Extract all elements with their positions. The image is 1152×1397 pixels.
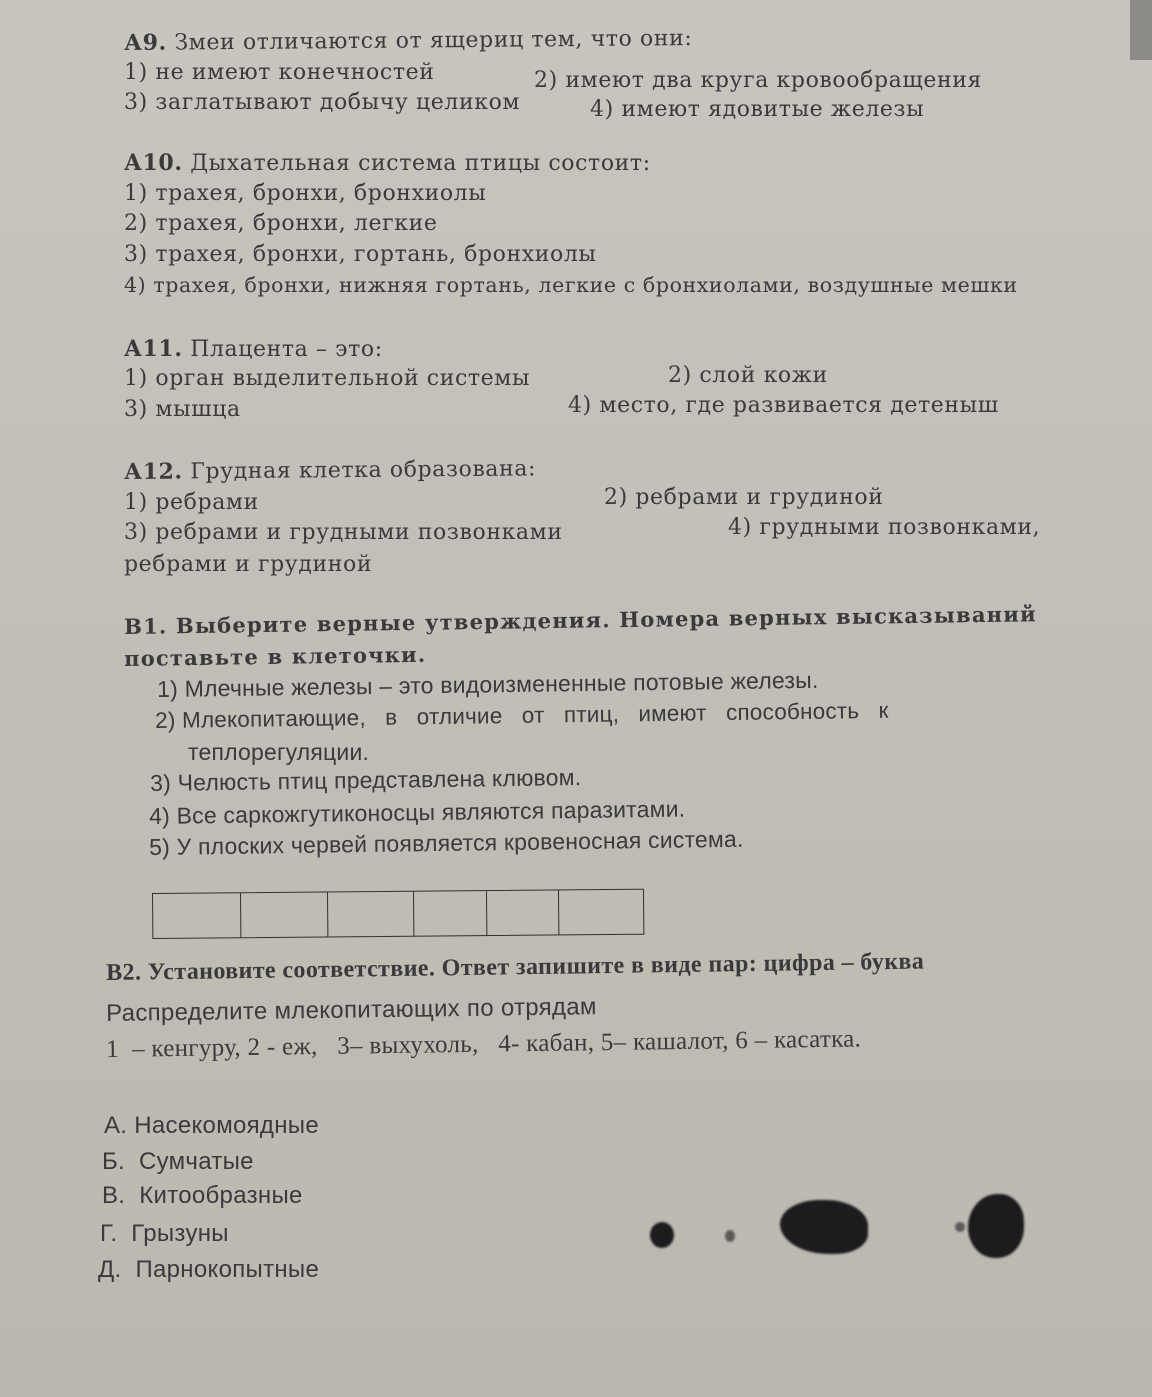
ink-blot (955, 1222, 965, 1232)
answer-cell-5[interactable] (487, 890, 560, 935)
b2-order-b: Б. Сумчатые (102, 1148, 254, 1175)
b1-statement-2 (155, 698, 889, 734)
b1-title-line-1: В1. Выберите верные утверждения. Номера верных высказываний (124, 601, 1037, 639)
b2-order-g: Г. Грызуны (100, 1220, 229, 1247)
a12-question-text: Грудная клетка образована: (190, 456, 537, 485)
answer-cell-4[interactable] (414, 891, 487, 936)
b2-order-d: Д. Парнокопытные (98, 1256, 320, 1283)
b1-statement-2-text: Млекопитающие, в отличие от птиц, имеют способность к (181, 697, 889, 733)
a9-option-1: 1) не имеют конечностей (124, 60, 435, 85)
b1-answer-boxes (152, 889, 644, 939)
b1-statement-5-number: 5) (149, 833, 171, 860)
b2-order-a: А. Насекомоядные (104, 1112, 319, 1139)
a12-option-2: 2) ребрами и грудиной (604, 485, 884, 510)
a10-number: А10. (124, 150, 183, 176)
b1-statement-1-number: 1) (157, 675, 179, 702)
answer-cell-6[interactable] (559, 890, 644, 935)
b1-statement-4-number: 4) (149, 802, 171, 829)
b1-statement-3 (150, 764, 581, 797)
a9-question (124, 25, 693, 56)
a11-question-text: Плацента – это: (190, 337, 383, 362)
answer-cell-3[interactable] (328, 892, 415, 937)
b1-statement-5-text: У плоских червей появляется кровеносная система. (176, 825, 744, 860)
b1-statement-5 (149, 826, 744, 861)
a9-option-4: 4) имеют ядовитые железы (590, 97, 925, 122)
a11-number: А11. (124, 336, 183, 362)
b1-statement-2-continued: теплорегуляции. (188, 739, 370, 765)
a10-question (124, 150, 651, 176)
a9-number: А9. (124, 29, 167, 56)
a9-question-text: Змеи отличаются от ящериц тем, что они: (174, 26, 693, 56)
b1-statement-3-number: 3) (150, 769, 172, 796)
a9-option-3: 3) заглатывают добычу целиком (124, 90, 521, 115)
b2-order-v: В. Китообразные (102, 1182, 303, 1209)
ink-blot (725, 1230, 735, 1242)
a12-option-4-continued: ребрами и грудиной (124, 552, 373, 577)
a9-option-2: 2) имеют два круга кровообращения (534, 68, 983, 93)
b1-statement-2-number: 2) (155, 707, 176, 733)
a11-option-2: 2) слой кожи (668, 363, 828, 388)
a11-option-3: 3) мышца (124, 397, 241, 422)
a10-question-text: Дыхательная система птицы состоит: (190, 151, 651, 176)
ink-blot (650, 1222, 674, 1248)
a12-option-4: 4) грудными позвонками, (728, 515, 1041, 540)
a10-option-1: 1) трахея, бронхи, бронхиолы (124, 181, 487, 206)
b1-statement-3-text: Челюсть птиц представлена клювом. (177, 763, 582, 796)
ink-blot (968, 1194, 1024, 1258)
a12-option-1: 1) ребрами (124, 490, 259, 515)
ink-blot (780, 1200, 868, 1254)
a11-question (124, 336, 383, 362)
answer-cell-1[interactable] (153, 893, 241, 938)
a10-option-2: 2) трахея, бронхи, легкие (124, 211, 438, 236)
a12-option-3: 3) ребрами и грудными позвонками (124, 520, 563, 545)
b2-subtitle: Распределите млекопитающих по отрядам (106, 993, 597, 1027)
answer-cell-2[interactable] (241, 892, 328, 937)
a11-option-1: 1) орган выделительной системы (124, 366, 531, 391)
b1-statement-4-text: Все саркожгутиконосцы являются паразитами. (176, 795, 686, 829)
b1-title-line-2: поставьте в клеточки. (124, 641, 427, 671)
a10-option-4: 4) трахея, бронхи, нижняя гортань, легкие с бронхиолами, воздушные мешки (124, 273, 1018, 297)
a10-option-3: 3) трахея, бронхи, гортань, бронхиолы (124, 242, 597, 267)
a12-question (124, 455, 536, 485)
a11-option-4: 4) место, где развивается детеныш (568, 393, 999, 418)
b1-statement-1 (157, 667, 819, 703)
b2-animals-list: 1 – кенгуру, 2 - еж, 3– выхухоль, 4- кабан, 5– кашалот, 6 – касатка. (106, 1025, 862, 1063)
b1-statement-1-text: Млечные железы – это видоизмененные потовые железы. (184, 666, 819, 702)
b1-statement-4 (149, 796, 685, 830)
b2-title: В2. Установите соответствие. Ответ запишите в виде пар: цифра – буква (106, 948, 925, 986)
a12-number: А12. (124, 458, 183, 485)
